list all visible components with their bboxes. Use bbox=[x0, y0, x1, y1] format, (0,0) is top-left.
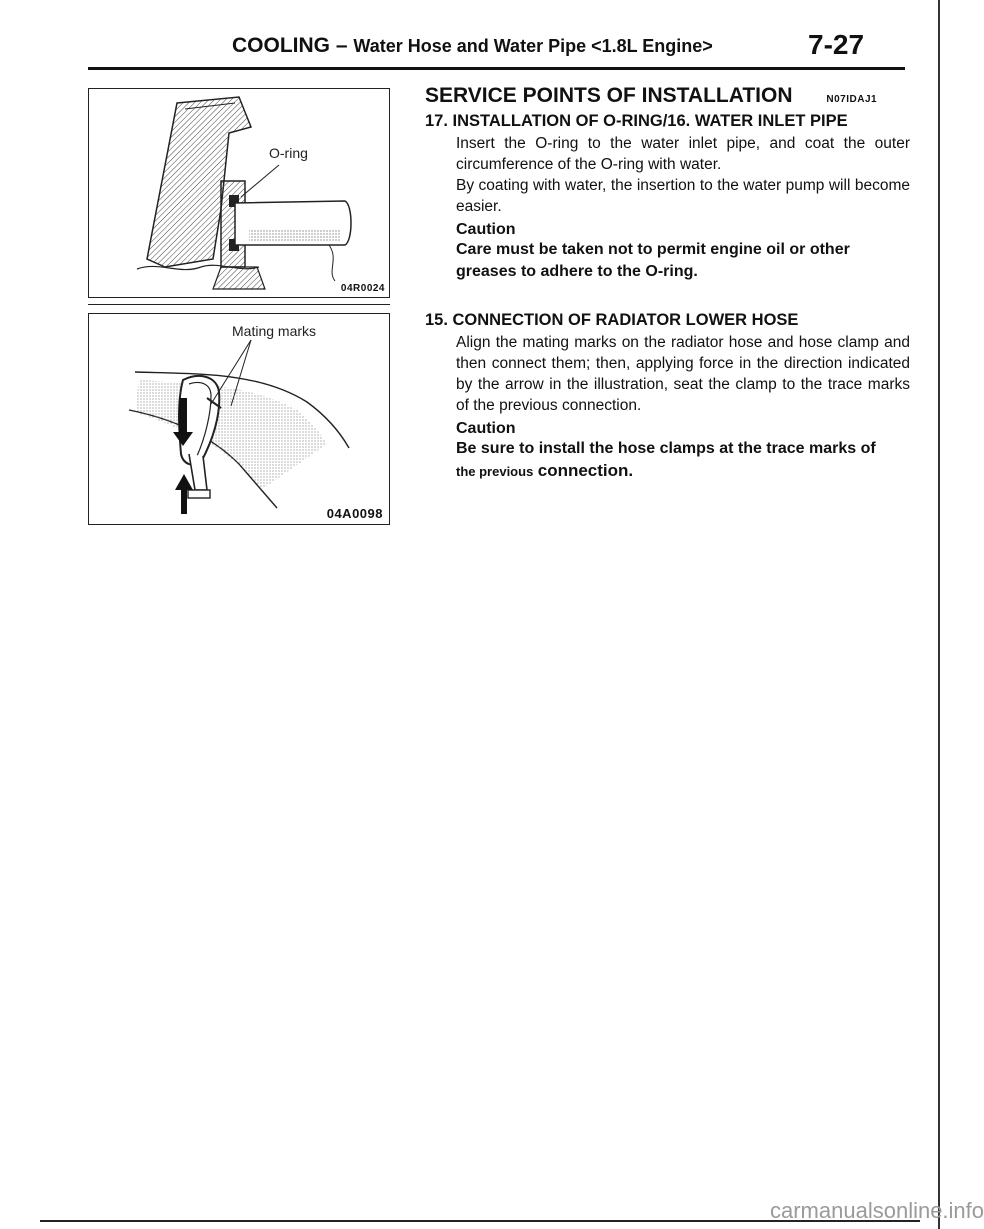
figure-mating-marks bbox=[88, 313, 390, 525]
caution-text bbox=[456, 438, 910, 483]
section-code: N07IDAJ1 bbox=[826, 94, 878, 105]
header-title bbox=[232, 34, 713, 58]
step-title: 15. CONNECTION OF RADIATOR LOWER HOSE bbox=[425, 311, 799, 329]
caution-text: Care must be taken not to permit engine oil or other greases to adhere to the O-ring. bbox=[456, 241, 850, 280]
mating-marks-callout: Mating marks bbox=[232, 323, 317, 339]
page-number: 7-27 bbox=[808, 29, 865, 60]
section-title: SERVICE POINTS OF INSTALLATION bbox=[425, 84, 793, 107]
caution-text-small: the previous bbox=[456, 464, 534, 479]
step-paragraph: Align the mating marks on the radiator hose and hose clamp and then connect them; then, applying force in the direction indicated by the arrow in the illustration, seat the clamp to the trace marks of the previous connection. bbox=[456, 334, 910, 414]
page-header bbox=[0, 0, 960, 72]
step-paragraph: By coating with water, the insertion to the water pump will become easier. bbox=[456, 177, 910, 215]
oring-callout: O-ring bbox=[269, 145, 308, 161]
header-rule bbox=[88, 67, 905, 70]
watermark: carmanualsonline.info bbox=[770, 1198, 984, 1223]
step-title: 17. INSTALLATION OF O-RING/16. WATER INLET PIPE bbox=[425, 112, 848, 130]
caution-text-main: Be sure to install the hose clamps at the trace marks of bbox=[456, 440, 876, 457]
caution-text-big: connection. bbox=[537, 461, 634, 480]
caution-label: Caution bbox=[456, 221, 516, 238]
figure-divider bbox=[88, 304, 390, 305]
step-17 bbox=[425, 112, 910, 283]
step-paragraph: Insert the O-ring to the water inlet pipe, and coat the outer circumference of the O-ring with water. bbox=[456, 135, 910, 173]
right-margin-rule bbox=[938, 0, 940, 1229]
step-15 bbox=[425, 311, 910, 483]
chapter-subtitle: Water Hose and Water Pipe <1.8L Engine> bbox=[353, 36, 713, 56]
figure-code: 04R0024 bbox=[340, 283, 385, 294]
oring-illustration bbox=[89, 89, 389, 297]
title-dash: – bbox=[335, 34, 348, 57]
figure-code: 04A0098 bbox=[326, 506, 383, 521]
section-heading bbox=[425, 84, 910, 108]
instruction-column bbox=[425, 84, 910, 483]
figure-oring bbox=[88, 88, 390, 298]
hose-clamp-illustration bbox=[89, 314, 389, 524]
step-spacer bbox=[425, 283, 910, 307]
chapter-name: COOLING bbox=[232, 34, 330, 57]
caution-label: Caution bbox=[456, 420, 516, 437]
